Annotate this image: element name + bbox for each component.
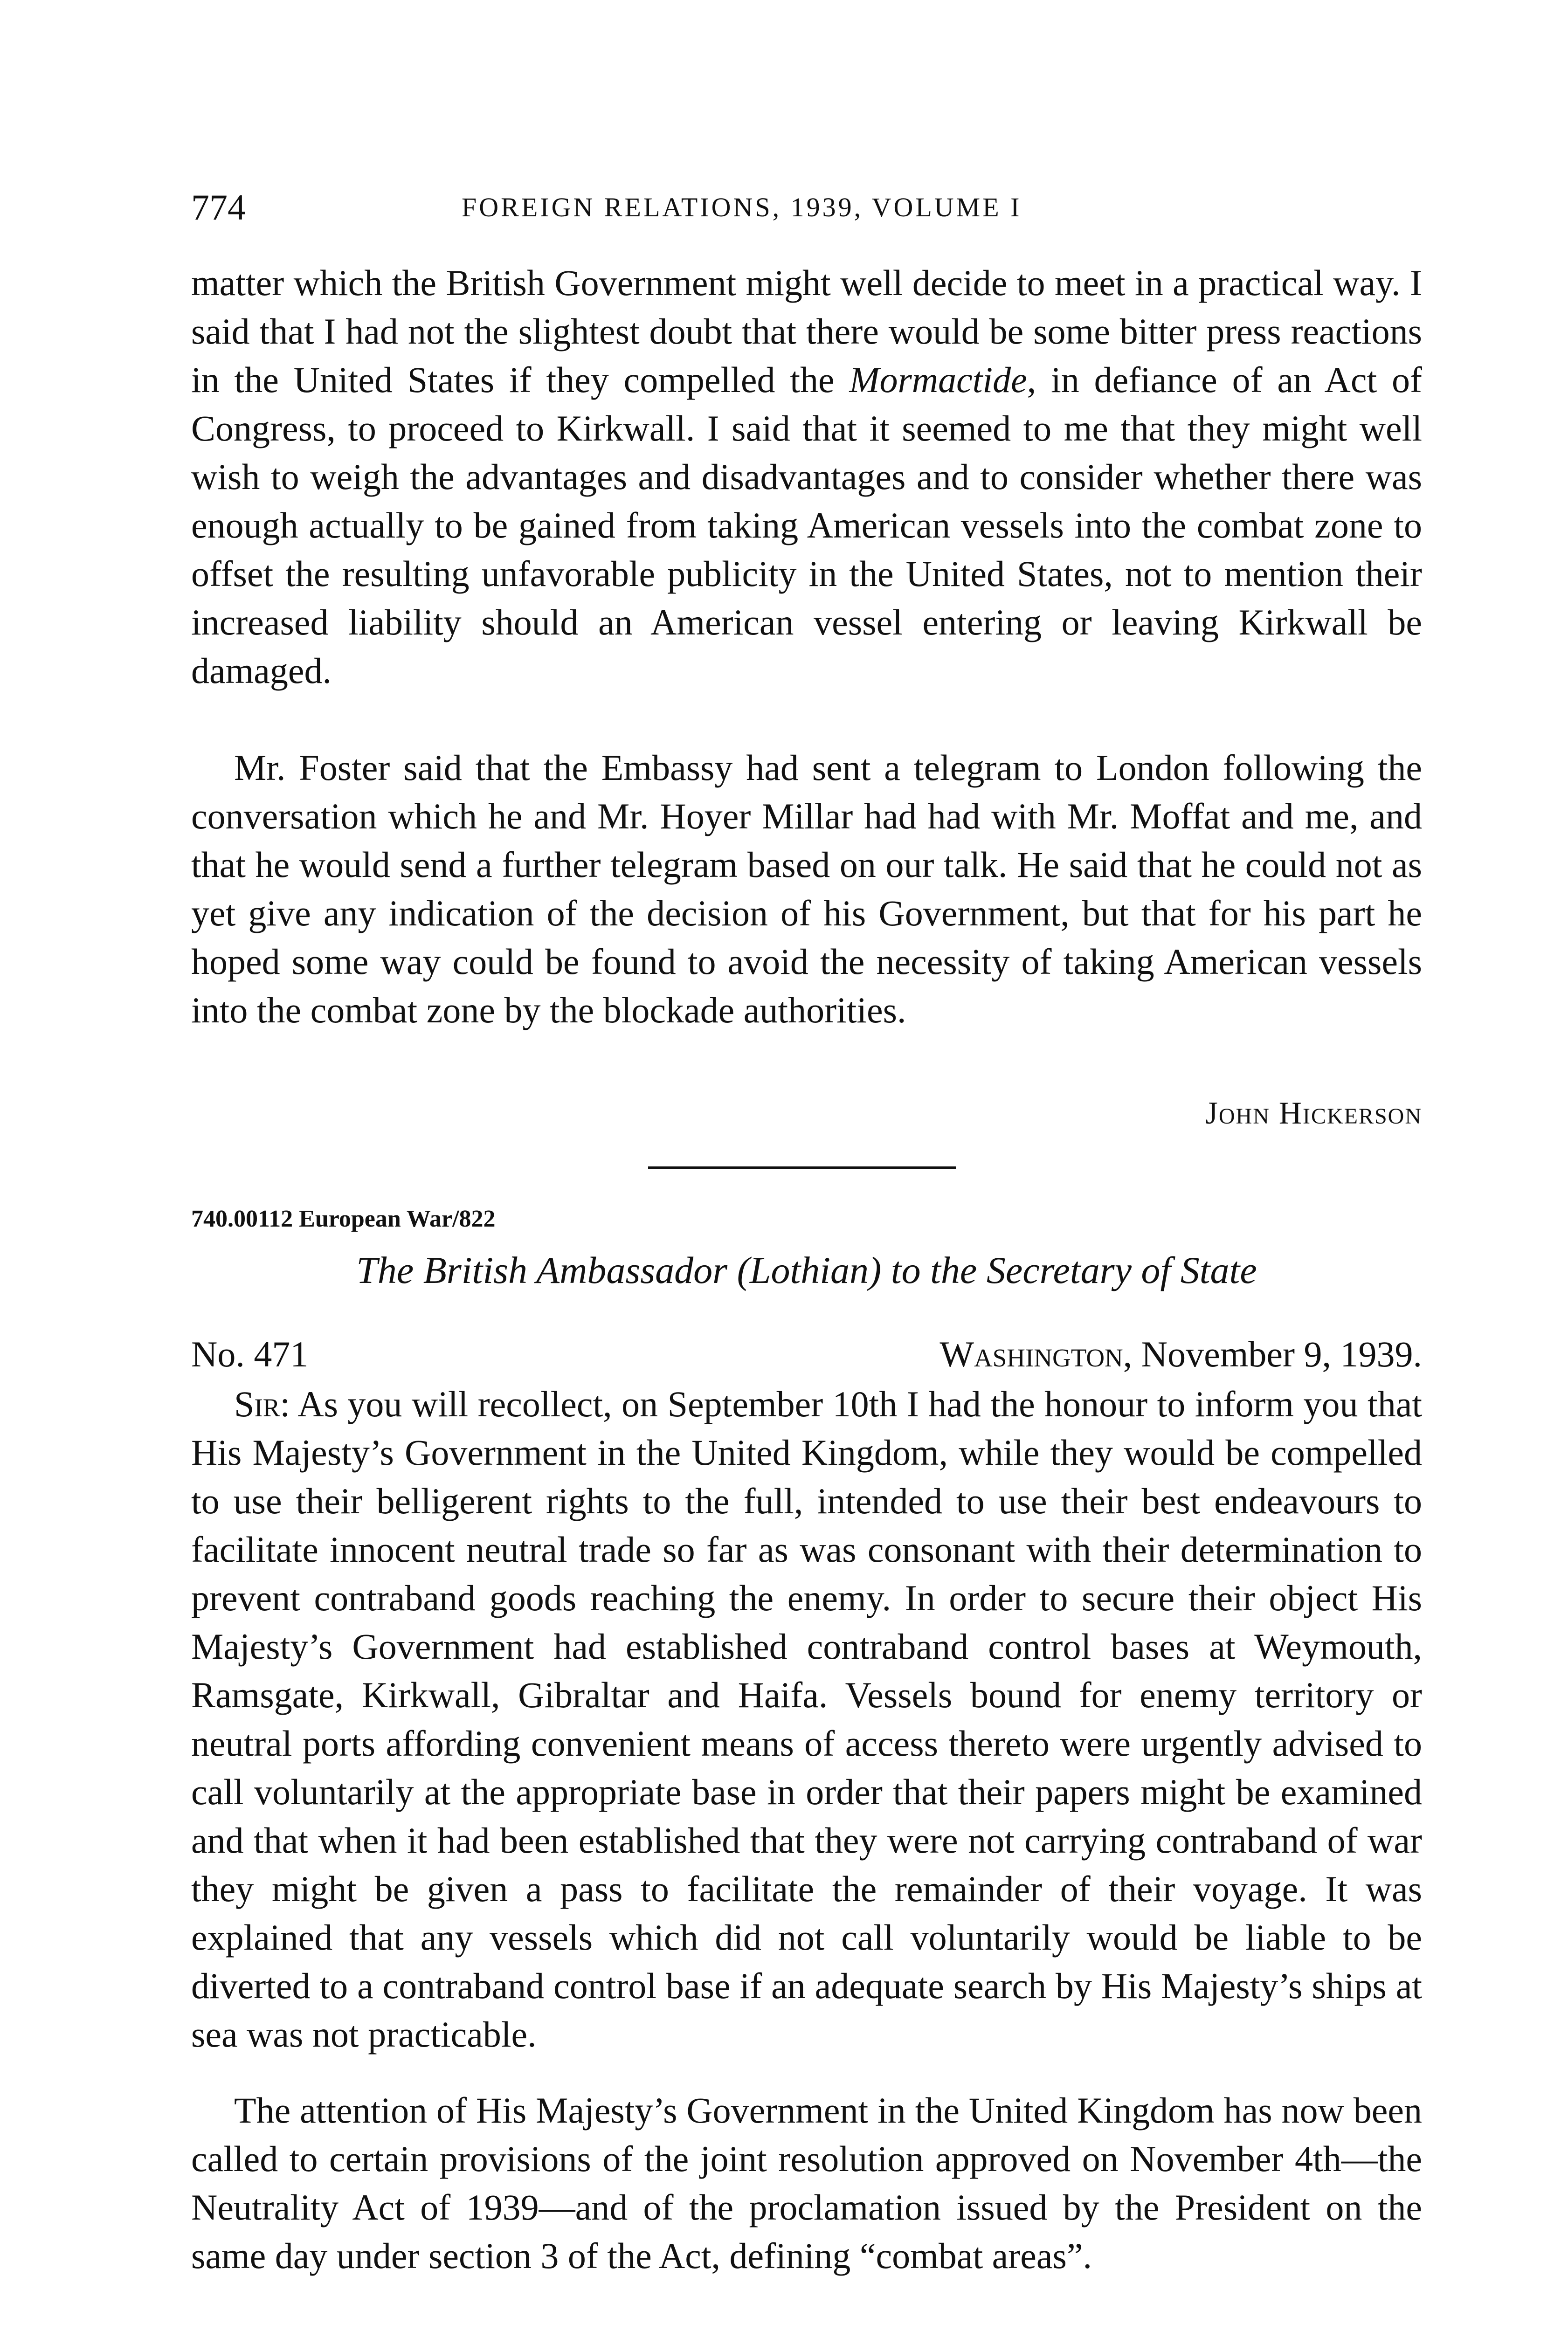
document-title: The British Ambassador (Lothian) to the Secretary of State bbox=[356, 1249, 1257, 1291]
dateline bbox=[191, 1329, 1422, 1380]
page-number: 774 bbox=[191, 187, 246, 228]
paragraph-text: : As you will recollect, on September 10th I had the honour to inform you that His Majesty’s Government in the United Kingdom, while they would be compelled to use their belligerent rights to the full, intended to use their best endeavours to facilitate innocent neutral trade so far as was consonant with their determination to prevent contraband goods reaching the enemy. In order to secure their object His Majesty’s Government had established contraband control bases at Weymouth, Ramsgate, Kirkwall, Gibraltar and Haifa. Vessels bound for enemy territory or neutral ports affording convenient means of access thereto were urgently advised to call voluntarily at the appropriate base in order that their papers might be examined and that when it had been established that they were not carrying contraband of war they might be given a pass to facilitate the remainder of their voyage. It was explained that any vessels which did not call voluntarily would be liable to be diverted to a contraband control base if an adequate search by His Majesty’s ships at sea was not practicable. bbox=[191, 1384, 1422, 2055]
foster-paragraph bbox=[191, 744, 1422, 1034]
ship-name: Mormactide bbox=[849, 359, 1027, 400]
paragraph-text: Mr. Foster said that the Embassy had sent a telegram to London following the conversation which he and Mr. Hoyer Millar had had with Mr. Moffat and me, and that he would send a further telegram based on our talk. He said that he could not as yet give any indication of the decision of his Government, but that for his part he hoped some way could be found to avoid the necessity of taking American vessels into the combat zone by the blockade authorities. bbox=[191, 747, 1422, 1030]
place: Washington bbox=[939, 1334, 1123, 1374]
file-reference: 740.00112 European War/822 bbox=[191, 1206, 496, 1232]
signature-hickerson: John Hickerson bbox=[1205, 1095, 1422, 1131]
page-header bbox=[191, 179, 1422, 235]
letter-paragraph-2 bbox=[191, 2086, 1422, 2280]
paragraph-text-end: , in defiance of an Act of Congress, to proceed to Kirkwall. I said that it seemed to me that they might well wish to weigh the advantages and disadvantages and to consider whether there was enough actually to be gained from taking American vessels into the combat zone to offset the resulting unfavorable publicity in the United States, not to mention their increased liability should an American vessel entering or leaving Kirkwall be damaged. bbox=[191, 359, 1422, 691]
paragraph-text: The attention of His Majesty’s Government in the United Kingdom has now been called to certain provisions of the joint resolution approved on November 4th—the Neutrality Act of 1939—and of the proclamation issued by the President on the same day under section 3 of the Act, defining “combat areas”. bbox=[191, 2090, 1422, 2276]
paragraph-text-start: matter which the British Government might well decide to meet in a practical way. I said that I had not the slightest doubt that there would be some bitter press reactions in the United States if they compelled the bbox=[191, 262, 1422, 400]
letter-paragraph-1 bbox=[191, 1380, 1422, 2059]
section-divider bbox=[648, 1166, 956, 1169]
document-number: No. 471 bbox=[191, 1334, 309, 1374]
salutation: Sir bbox=[234, 1384, 280, 1424]
date: , November 9, 1939. bbox=[1123, 1334, 1422, 1374]
place-and-date bbox=[939, 1329, 1422, 1380]
continued-paragraph bbox=[191, 259, 1422, 695]
running-head: FOREIGN RELATIONS, 1939, VOLUME I bbox=[462, 192, 1022, 222]
